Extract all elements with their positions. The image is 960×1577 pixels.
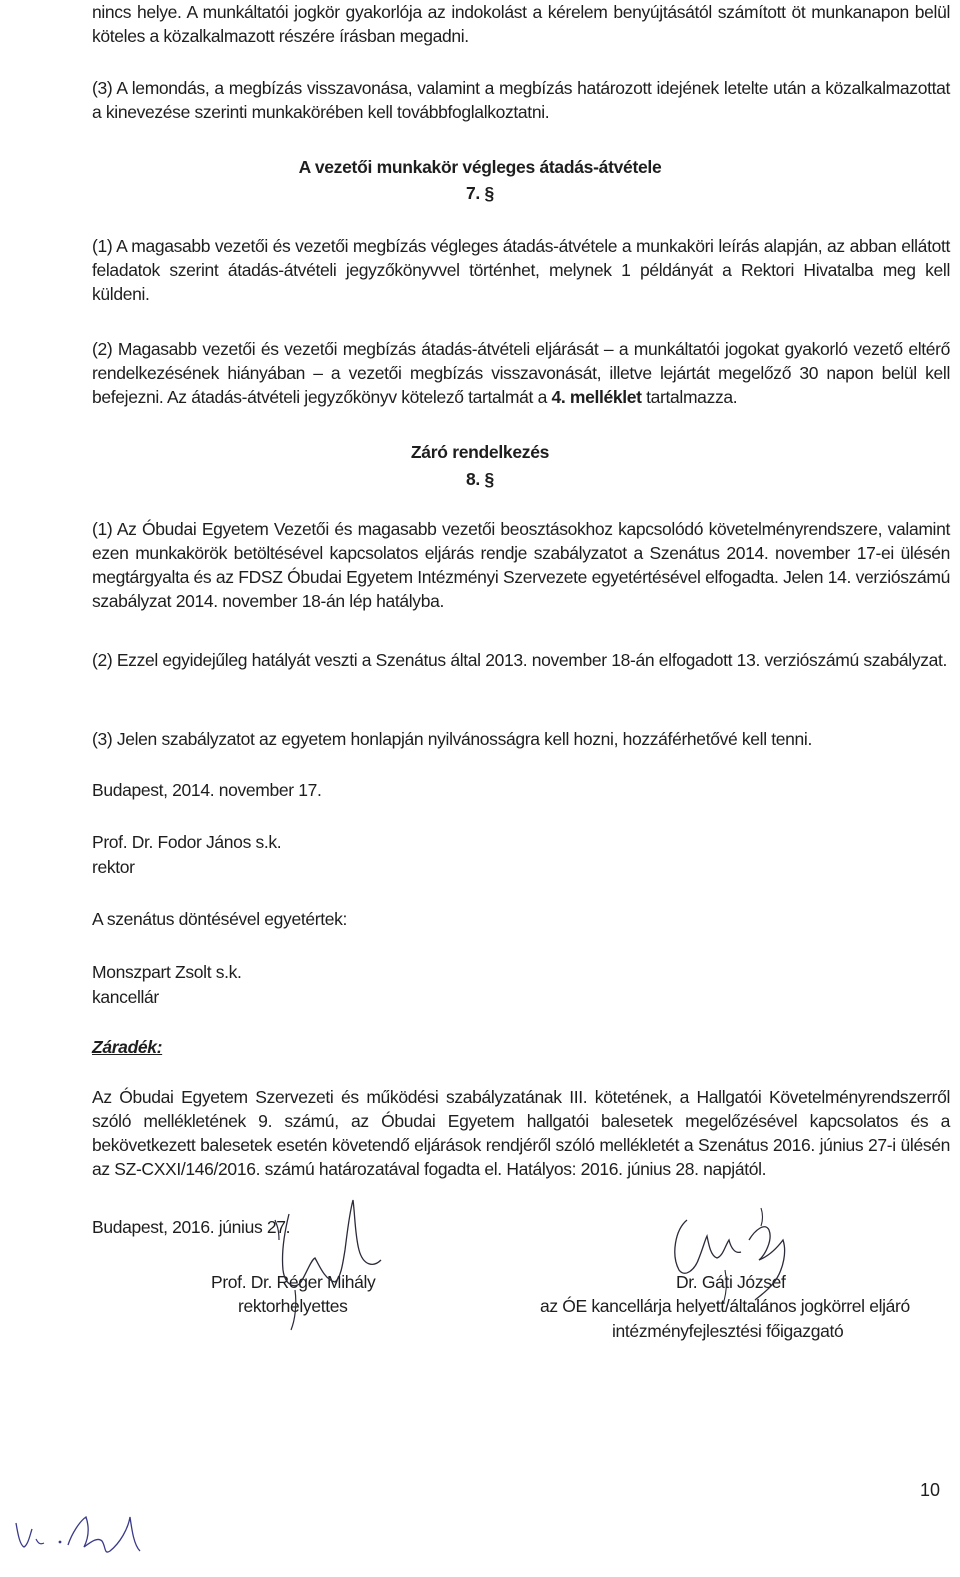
sign-right-title-1: az ÓE kancellárja helyett/általános jogkörrel eljáró xyxy=(540,1296,910,1316)
section-8-paragraph-1: (1) Az Óbudai Egyetem Vezetői és magasabb vezetői beosztásokhoz kapcsolódó követelményrendszere, valamint ezen munkakörök betöltésével kapcsolatos eljárás rendje szabályzatot a Szenátus 2014. november 17-ei ülésén megtárgyalta és az FDSZ Óbudai Egyetem Intézményi Szervezete egyetértésével elfogadta. Jelen 14. verziószámú szabályzat 2014. november 18-án lép hatályba. xyxy=(92,519,950,611)
place-date: Budapest, 2014. november 17. xyxy=(92,780,322,800)
paragraph-3-lemondas: (3) A lemondás, a megbízás visszavonása, valamint a megbízás határozott idejének letelte után a közalkalmazottat a kinevezése szerinti munkakörében kell továbbfoglalkoztatni. xyxy=(92,78,950,122)
page-number: 10 xyxy=(919,1480,940,1500)
rector-title: rektor xyxy=(92,857,135,877)
initials-signature xyxy=(10,1495,150,1565)
sign-place-date: Budapest, 2016. június 27. xyxy=(92,1217,291,1237)
section-7-title: A vezetői munkakör végleges átadás-átvétele xyxy=(298,157,662,177)
sign-right-title-2: intézményfejlesztési főigazgató xyxy=(612,1321,844,1341)
signature-left xyxy=(255,1190,405,1340)
paragraph-continued: nincs helye. A munkáltatói jogkör gyakorlója az indokolást a kérelem benyújtásától számított öt munkanapon belül köteles a közalkalmazott részére írásban megadni. xyxy=(92,2,950,46)
section-7-paragraph-2: (2) Magasabb vezetői és vezetői megbízás átadás-átvételi eljárását – a munkáltatói jogokat gyakorló vezető eltérő rendelkezésének hiányában – a vezetői megbízás visszavonását, illetve lejártát megelőző 30 napon belül kell befejezni. Az átadás-átvételi jegyzőkönyv kötelező tartalmát a 4. melléklet tartalmazza. xyxy=(92,339,950,407)
senate-agreement: A szenátus döntésével egyetértek: xyxy=(92,909,348,929)
section-7-number: 7. § xyxy=(466,183,494,203)
sign-right-name: Dr. Gáti József xyxy=(676,1272,786,1292)
rector-name: Prof. Dr. Fodor János s.k. xyxy=(92,832,282,852)
section-8-paragraph-2: (2) Ezzel egyidejűleg hatályát veszti a Szenátus által 2013. november 18-án elfogadott 13. verziószámú szabályzat. xyxy=(92,650,948,670)
chancellor-name: Monszpart Zsolt s.k. xyxy=(92,962,242,982)
zaradek-heading: Záradék: xyxy=(92,1037,163,1057)
chancellor-title: kancellár xyxy=(92,987,159,1007)
sign-left-name: Prof. Dr. Réger Mihály xyxy=(211,1272,376,1292)
section-8-paragraph-3: (3) Jelen szabályzatot az egyetem honlapján nyilvánosságra kell hozni, hozzáférhetővé kell tenni. xyxy=(92,729,812,749)
sign-left-title: rektorhelyettes xyxy=(238,1296,348,1316)
section-8-number: 8. § xyxy=(466,469,494,489)
signature-right xyxy=(665,1200,805,1330)
zaradek-text: Az Óbudai Egyetem Szervezeti és működési szabályzatának III. kötetének, a Hallgatói Követelményrendszerről szóló mellékletének 9. számú, az Óbudai Egyetem hallgatói balesetek megelőzésével kapcsolatos és a bekövetkezett balesetek esetén követendő eljárások rendjéről szóló mellékletét a Szenátus 2016. június 27-i ülésén az SZ-CXXI/146/2016. számú határozatával fogadta el. Hatályos: 2016. június 28. napjától. xyxy=(92,1087,950,1179)
section-8-title: Záró rendelkezés xyxy=(410,442,550,462)
annex-reference: 4. melléklet xyxy=(551,387,642,407)
section-7-paragraph-1: (1) A magasabb vezetői és vezetői megbízás végleges átadás-átvétele a munkaköri leírás alapján, az abban ellátott feladatok szerint átadás-átvételi jegyzőkönyvvel történhet, melynek 1 példányát a Rektori Hivatalba meg kell küldeni. xyxy=(92,236,950,304)
